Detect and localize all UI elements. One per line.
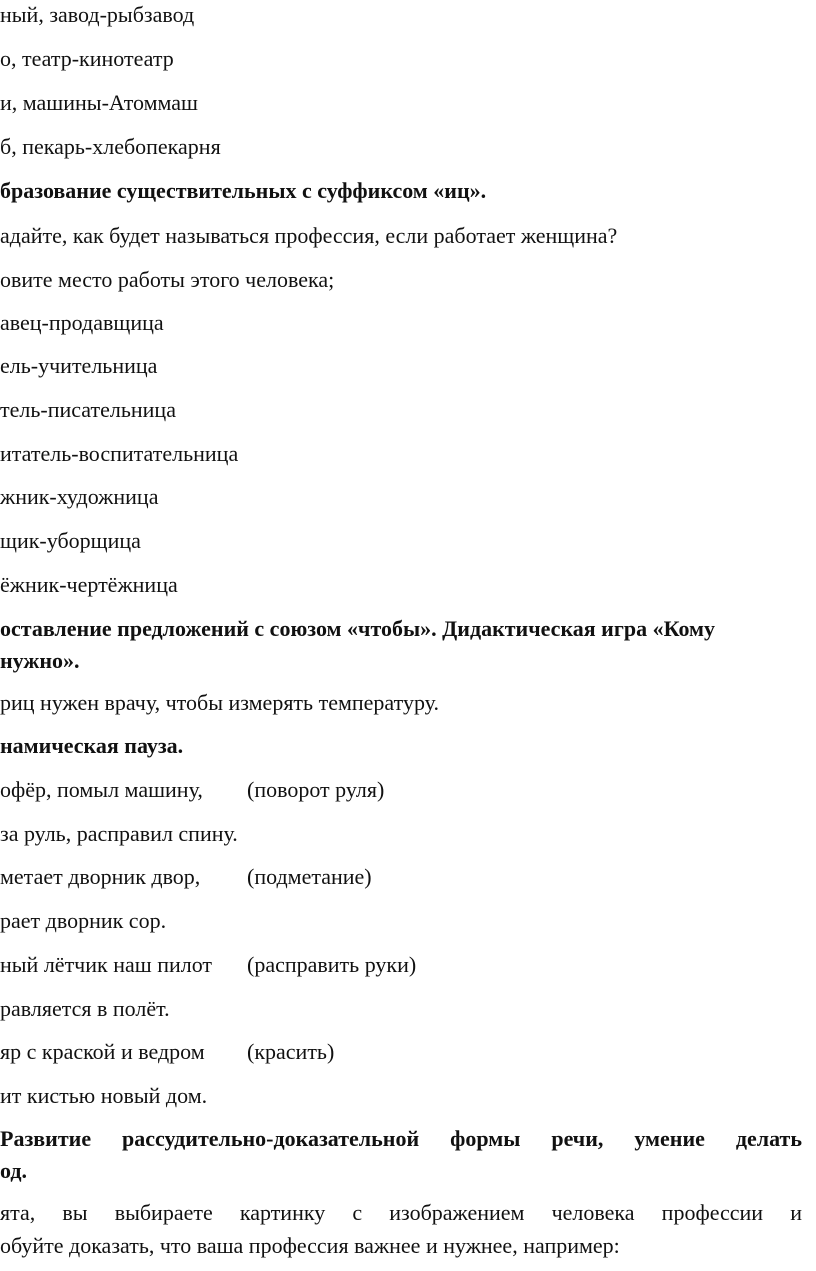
text-line: ель-учительница xyxy=(0,353,158,378)
poem-line: за руль, расправил спину. xyxy=(0,821,238,846)
text-line: жник-художница xyxy=(0,484,159,509)
section-heading-cont: нужно». xyxy=(0,648,80,673)
poem-text: ный лётчик наш пилот xyxy=(0,952,213,977)
text-line: б, пекарь-хлебопекарня xyxy=(0,134,221,159)
section-heading-cont: од. xyxy=(0,1158,27,1183)
section-heading: бразование существительных с суффиксом «иц». xyxy=(0,178,487,203)
section-heading: оставление предложений с союзом «чтобы». Дидактическая игра «Кому xyxy=(0,616,716,641)
text-line: овите место работы этого человека; xyxy=(0,267,335,292)
poem-action: (поворот руля) xyxy=(247,777,385,802)
poem-line xyxy=(0,1039,816,1065)
text-line: риц нужен врачу, чтобы измерять температуру. xyxy=(0,690,439,715)
section-heading: Развитие рассудительно-доказательной формы речи, умение делать xyxy=(0,1126,802,1151)
text-line: авец-продавщица xyxy=(0,310,164,335)
text-line: ята, вы выбираете картинку с изображением человека профессии и xyxy=(0,1200,802,1225)
text-line: итатель-воспитательница xyxy=(0,441,239,466)
poem-line xyxy=(0,952,816,978)
poem-action: (подметание) xyxy=(247,864,372,889)
text-line: о, театр-кинотеатр xyxy=(0,46,174,71)
text-line: и, машины-Атоммаш xyxy=(0,90,198,115)
poem-action: (красить) xyxy=(247,1039,335,1064)
poem-action: (расправить руки) xyxy=(247,952,417,977)
poem-line: равляется в полёт. xyxy=(0,996,170,1021)
poem-line xyxy=(0,864,816,890)
poem-line xyxy=(0,777,816,803)
text-line: тель-писательница xyxy=(0,397,176,422)
poem-text: офёр, помыл машину, xyxy=(0,777,203,802)
text-line: адайте, как будет называться профессия, если работает женщина? xyxy=(0,223,618,248)
poem-line: ит кистью новый дом. xyxy=(0,1083,208,1108)
poem-text: яр с краской и ведром xyxy=(0,1039,205,1064)
section-heading: намическая пауза. xyxy=(0,733,184,758)
text-line: обуйте доказать, что ваша профессия важнее и нужнее, например: xyxy=(0,1233,620,1258)
poem-text: метает дворник двор, xyxy=(0,864,201,889)
text-line: ный, завод-рыбзавод xyxy=(0,2,195,27)
poem-line: рает дворник сор. xyxy=(0,908,167,933)
text-line: щик-уборщица xyxy=(0,528,141,553)
text-line: ёжник-чертёжница xyxy=(0,572,178,597)
